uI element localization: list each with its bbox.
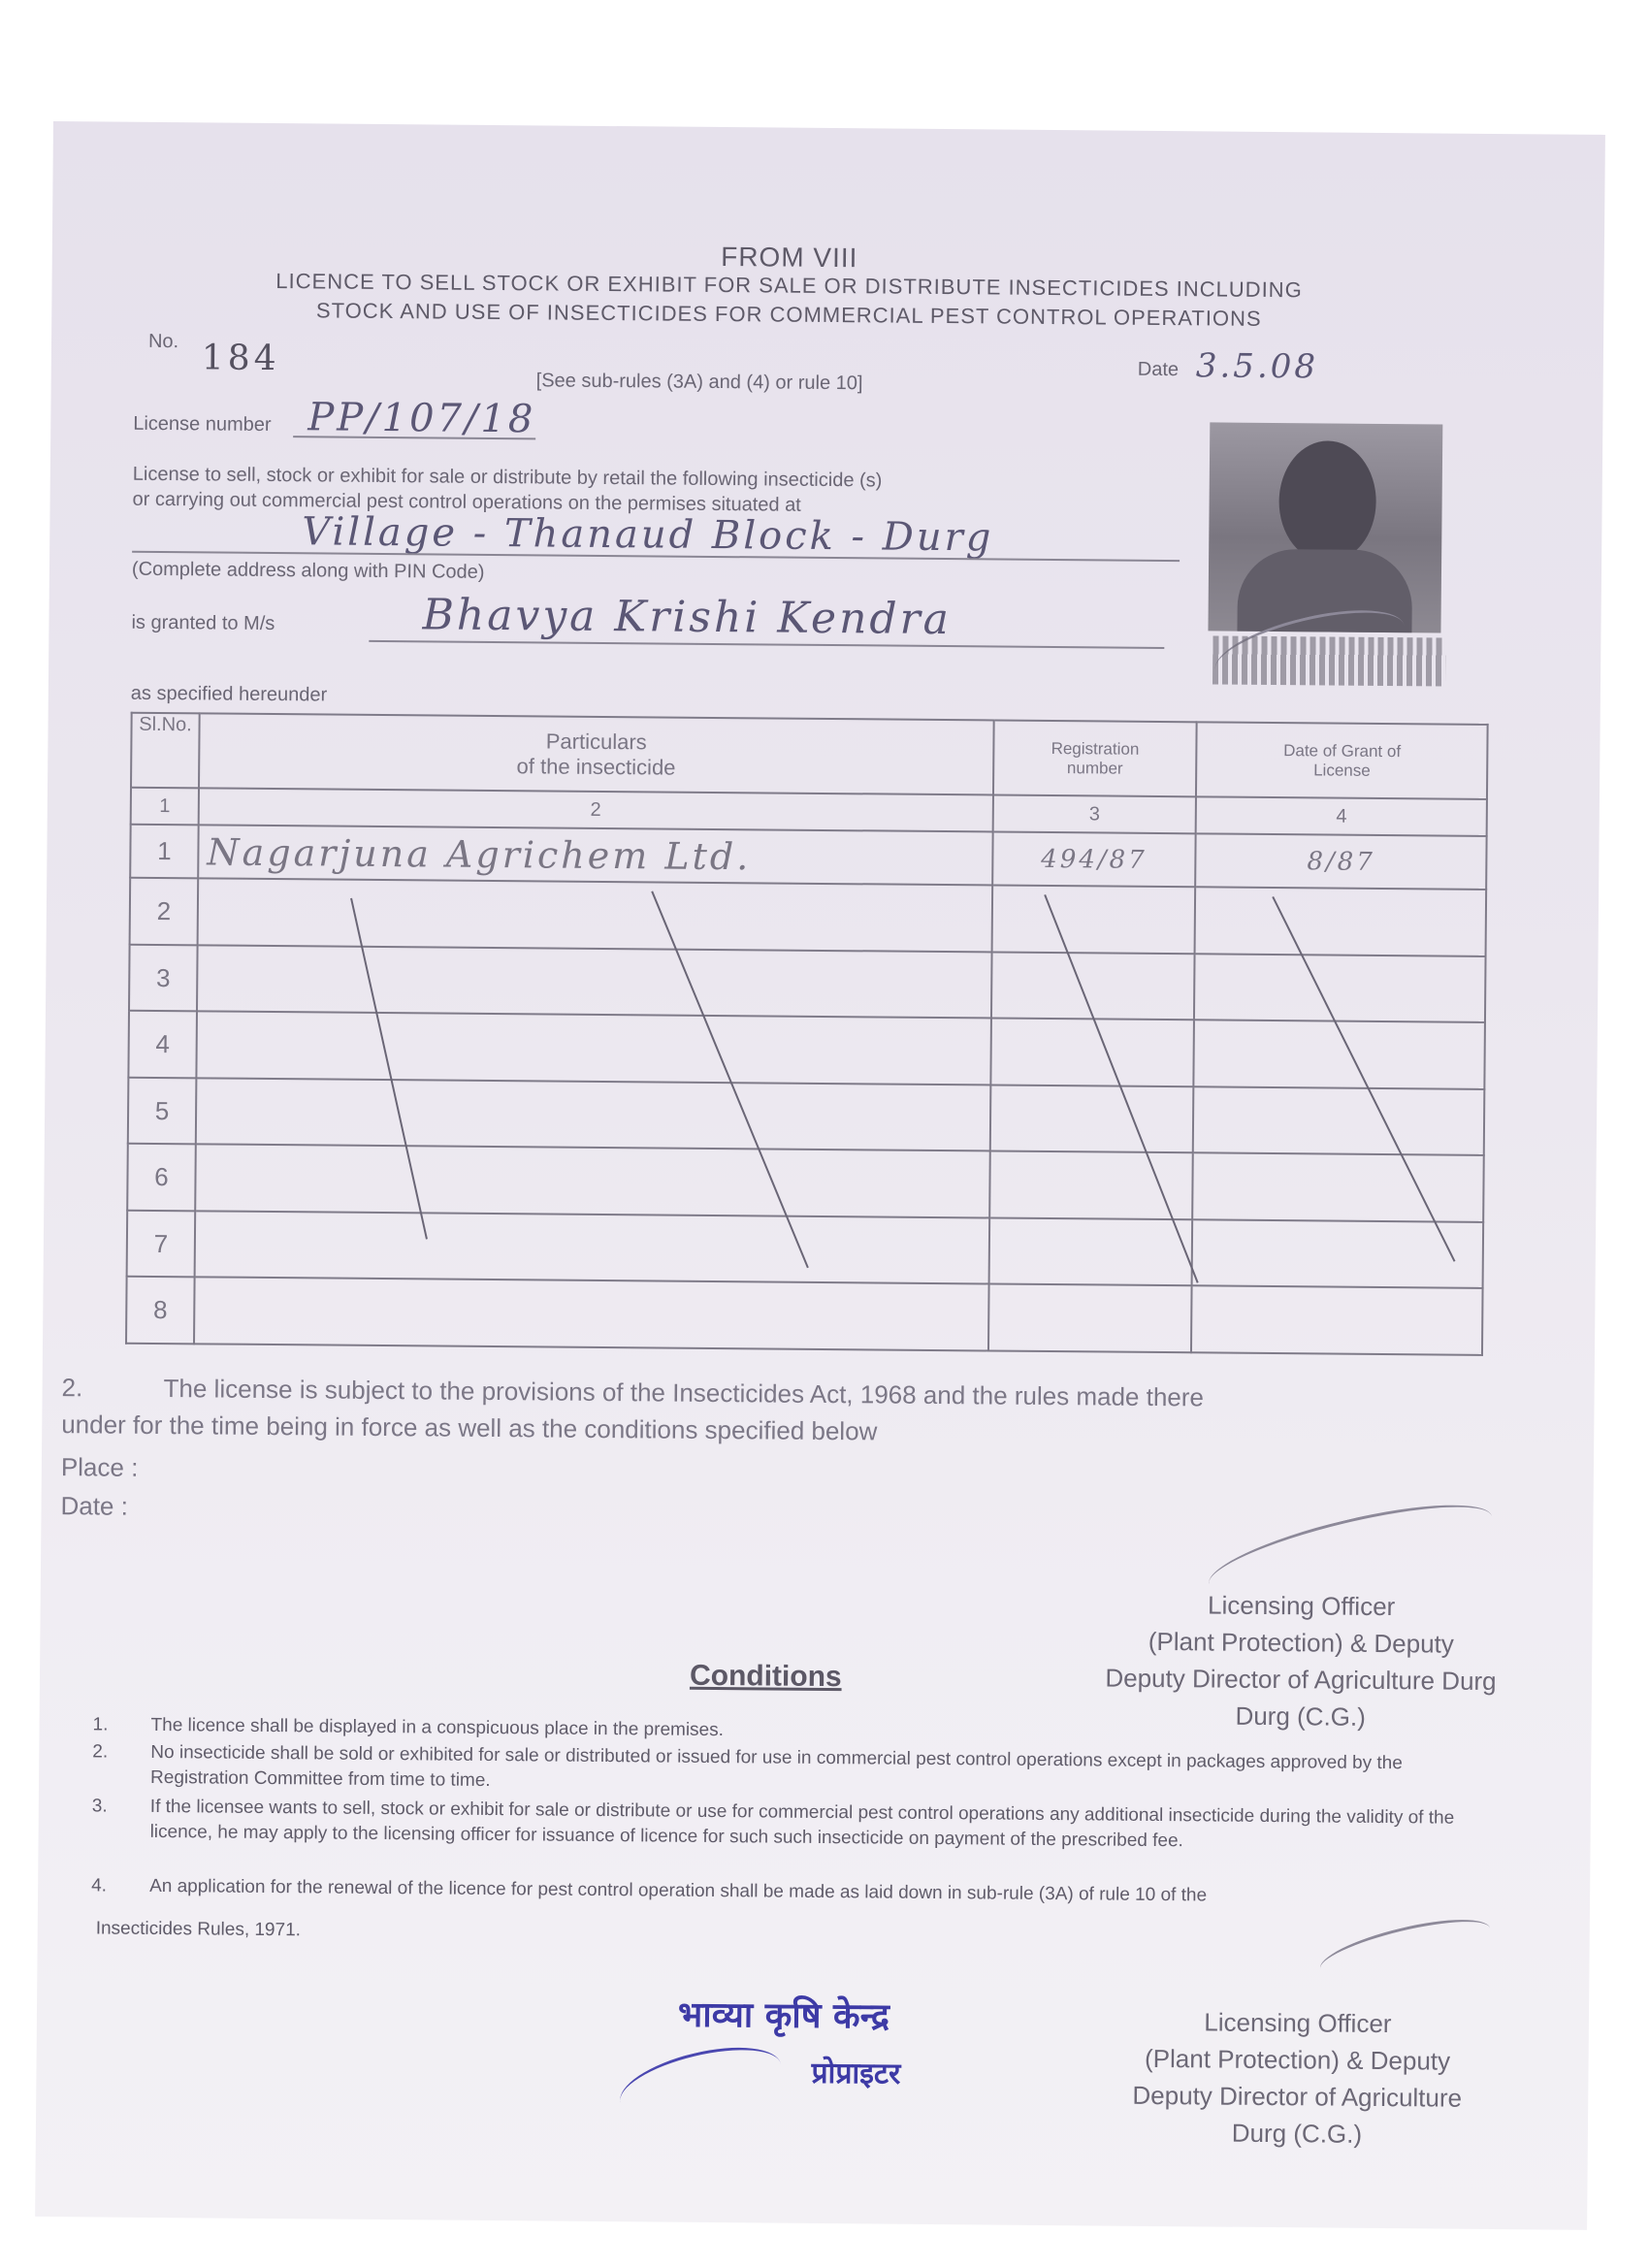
table-row (126, 1277, 1483, 1355)
condition-text: If the licensee wants to sell, stock or exhibit for sale or distribute or use for commercial pest control operations any additional insecticide during the validity of the licence, he may apply to the licensing officer for issuance of licence for such such insecticide on payment of the prescribed fee. (149, 1796, 1455, 1852)
place-label: Place : (60, 1452, 139, 1482)
license-text-line1: License to sell, stock or exhibit for sale or distribute by retail the following insecticide (s) (132, 463, 883, 492)
officer-stamp-bottom (1083, 2002, 1511, 2154)
officer-title: Licensing Officer (1207, 1590, 1396, 1622)
officer-stamp-top (1087, 1585, 1515, 1736)
row-particular (198, 879, 992, 953)
row-particular (195, 1145, 989, 1218)
conditions-title: Conditions (689, 1659, 842, 1694)
row-date (1193, 1086, 1484, 1155)
col-number: 1 (131, 788, 199, 825)
table-row (127, 1144, 1484, 1222)
table-row (128, 1011, 1485, 1089)
row-registration (989, 1151, 1193, 1219)
specified-hereunder: as specified hereunder (130, 682, 328, 706)
clause2-line2: under for the time being in force as well as the conditions specified below (61, 1409, 878, 1446)
header-registration: Registration number (993, 720, 1197, 796)
granted-value: Bhavya Krishi Kendra (422, 590, 953, 645)
officer-place: Durg (C.G.) (1235, 1701, 1367, 1732)
photo-head (1278, 440, 1376, 563)
officer-title: Licensing Officer (1204, 2007, 1392, 2039)
officer-dept: (Plant Protection) & Deputy (1148, 1626, 1455, 1659)
photo-stamp-text (1212, 635, 1445, 686)
condition-number: 4. (91, 1875, 108, 1896)
row-registration (990, 1019, 1194, 1086)
row-date (1193, 1153, 1484, 1222)
condition-number: 1. (92, 1714, 109, 1735)
row-particular (194, 1278, 988, 1351)
seal-line2: प्रोप्राइटर (811, 2056, 901, 2091)
row-registration (991, 952, 1195, 1020)
col-number: 2 (199, 789, 993, 832)
address-note: (Complete address along with PIN Code) (131, 558, 485, 583)
table-row (129, 944, 1486, 1022)
number-value: 184 (201, 338, 280, 379)
officer-place: Durg (C.G.) (1231, 2118, 1363, 2149)
license-number-label: License number (133, 412, 272, 436)
condition-text: No insecticide shall be sold or exhibited for sale or distributed or issued for use in commercial pest control operations except in packages approved by the Registration Committee from time to time. (150, 1741, 1403, 1791)
granted-label: is granted to M/s (131, 611, 275, 635)
form-heading-line2: STOCK AND USE OF INSECTICIDES FOR COMMERCIAL PEST CONTROL OPERATIONS (315, 298, 1262, 331)
row-particular (196, 1078, 990, 1151)
row-sl: 3 (129, 944, 198, 1011)
subrule-note: [See sub-rules (3A) and (4) or rule 10] (535, 370, 863, 395)
row-sl: 4 (128, 1011, 197, 1078)
seal-line1: भाव्या कृषि केन्द्र (677, 1994, 890, 2037)
row-date: 8/87 (1196, 833, 1487, 890)
condition-item (92, 1740, 1499, 1802)
insecticide-table (125, 712, 1489, 1356)
row-registration: 494/87 (992, 831, 1196, 887)
row-sl: 7 (127, 1211, 196, 1278)
license-form-page (35, 121, 1605, 2230)
row-date (1194, 954, 1485, 1022)
row-registration (988, 1217, 1192, 1285)
row-particular: Nagarjuna Agrichem Ltd. (198, 825, 992, 885)
date-value: 3.5.08 (1195, 346, 1319, 387)
address-value: Village - Thanaud Block - Durg (302, 509, 994, 561)
col-number: 3 (992, 795, 1196, 833)
officer-director: Deputy Director of Agriculture (1132, 2080, 1463, 2113)
condition-text: An application for the renewal of the licence for pest control operation shall be made as laid down in sub-rule (3A) of rule 10 of the (149, 1875, 1208, 1906)
row-date (1195, 888, 1486, 956)
row-sl: 6 (127, 1144, 196, 1211)
row-date (1191, 1286, 1482, 1355)
row-registration (991, 886, 1195, 954)
header-sl-no: Sl.No. (131, 713, 200, 789)
applicant-photo (1208, 422, 1442, 632)
condition-item (91, 1874, 1498, 1911)
date-label: Date (1137, 358, 1180, 381)
header-date-of-grant: Date of Grant of License (1196, 722, 1487, 799)
condition-text: The licence shall be displayed in a conspicuous place in the premises. (150, 1714, 725, 1741)
condition-number: 2. (92, 1741, 109, 1763)
row-particular (196, 1012, 990, 1085)
row-sl: 1 (130, 825, 198, 879)
conditions-tail: Insecticides Rules, 1971. (95, 1918, 302, 1941)
officer-signature-bottom (1315, 1908, 1495, 1990)
condition-number: 3. (91, 1796, 108, 1817)
row-particular (197, 945, 991, 1019)
header-particulars: Particulars of the insecticide (199, 713, 993, 795)
row-sl: 5 (128, 1078, 197, 1145)
col-number: 4 (1196, 797, 1487, 836)
row-sl: 8 (126, 1277, 195, 1344)
form-heading-line1: LICENCE TO SELL STOCK OR EXHIBIT FOR SALE OR DISTRIBUTE INSECTICIDES INCLUDING (275, 269, 1303, 303)
date-field-label: Date : (60, 1491, 129, 1521)
row-particular (195, 1211, 989, 1284)
clause2-line1: The license is subject to the provisions of the Insecticides Act, 1968 and the rules made there (163, 1374, 1205, 1412)
number-label: No. (147, 330, 179, 353)
form-title: FROM VIII (721, 242, 858, 274)
condition-item (91, 1795, 1498, 1857)
table-row (127, 1211, 1484, 1289)
table-row (128, 1078, 1485, 1156)
license-number-value: PP/107/18 (307, 395, 536, 442)
clause2-number: 2. (61, 1373, 83, 1403)
row-registration (989, 1085, 1193, 1152)
row-sl: 2 (130, 878, 199, 945)
officer-director: Deputy Director of Agriculture Durg (1105, 1663, 1497, 1697)
row-registration (988, 1284, 1192, 1352)
license-text-line2: or carrying out commercial pest control operations on the permises situated at (132, 488, 801, 516)
officer-dept: (Plant Protection) & Deputy (1144, 2043, 1451, 2076)
